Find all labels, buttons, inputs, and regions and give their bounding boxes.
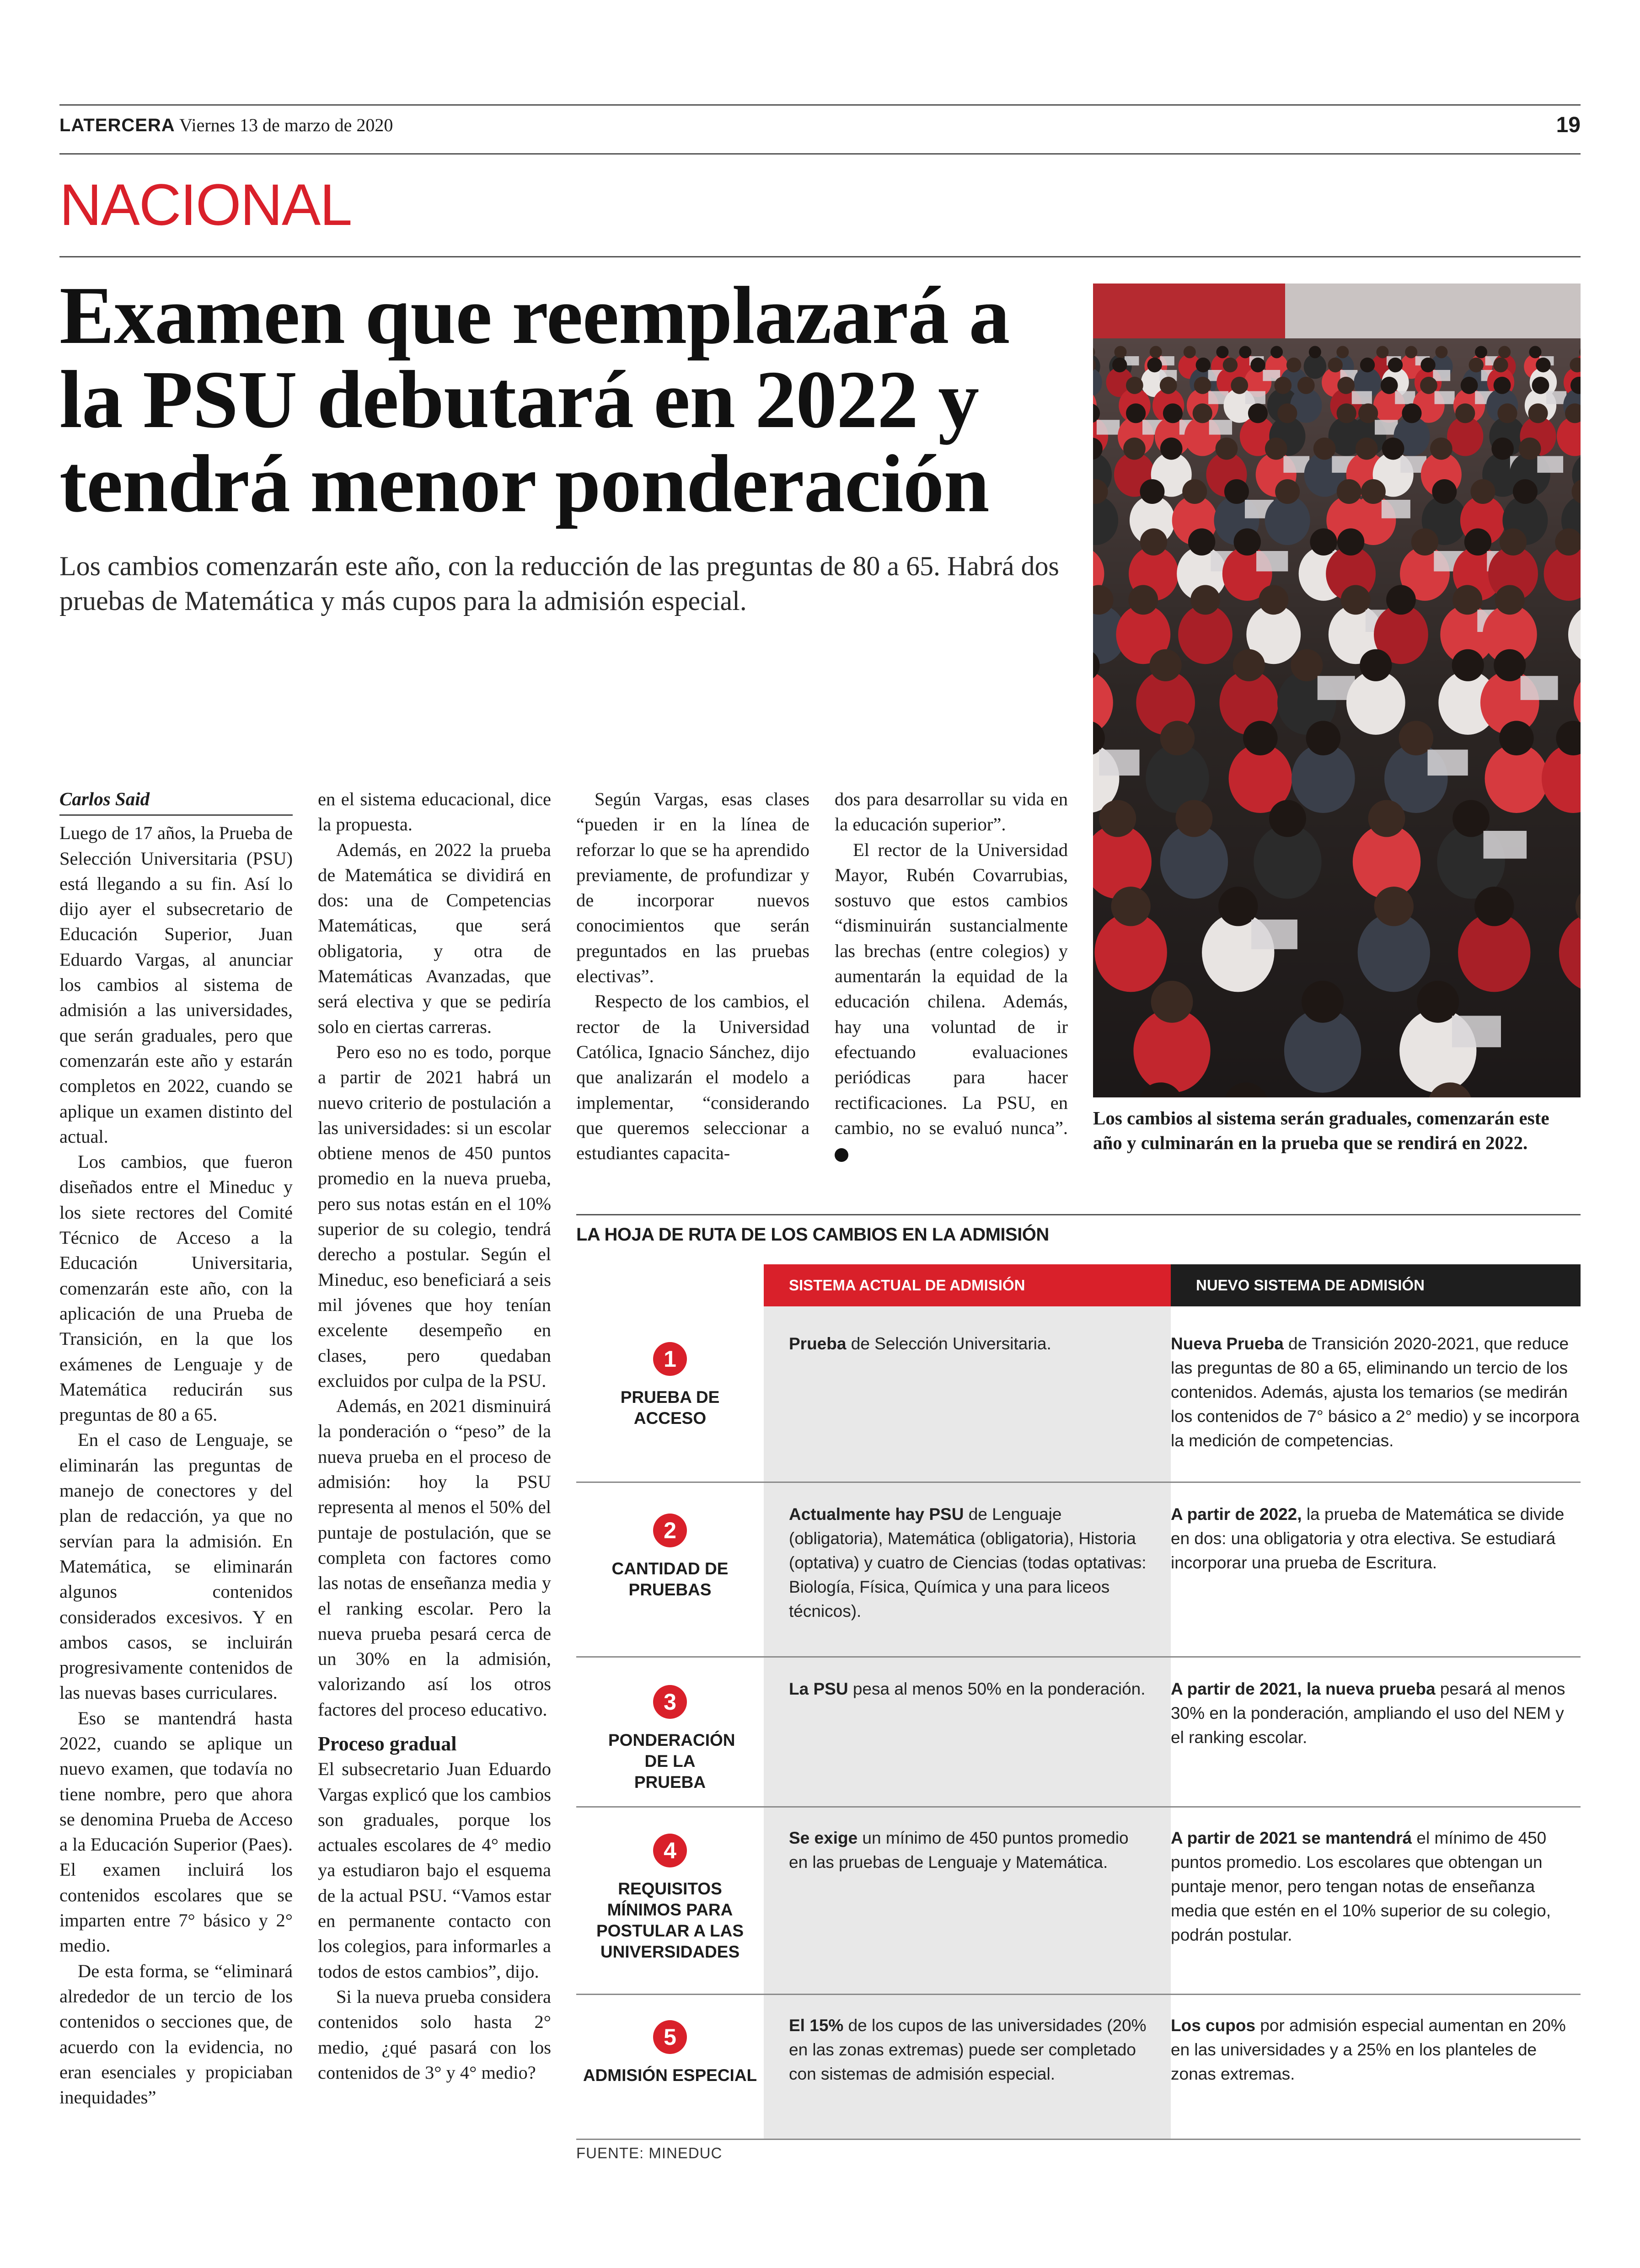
subheading: Proceso gradual	[318, 1732, 457, 1755]
headline: Examen que reemplazará a la PSU debutará en 2022 y tendrá menor ponderación	[59, 270, 1010, 529]
cell-emphasis: A partir de 2022,	[1171, 1505, 1302, 1524]
row-label	[576, 2020, 764, 2086]
row-number: 3	[653, 1685, 687, 1719]
column-header-nuevo: NUEVO SISTEMA DE ADMISIÓN	[1171, 1264, 1581, 1306]
paragraph-text: El rector de la Universidad Mayor, Rubén Covarrubias, sostuvo que estos cambios “disminuirán sustancialmente las brechas (entre colegios) y aumentarán la equidad de la educación chilena. Además, hay una voluntad de ir efectuando evaluaciones periódicas para hacer rectificaciones. La PSU, en cambio, no se evaluó nunca”.	[835, 839, 1068, 1138]
paragraph: Si la nueva prueba considera contenidos solo hasta 2° medio, ¿qué pasará con los contenidos de 3° y 4° medio?	[318, 1986, 551, 2083]
article-column-2	[318, 786, 551, 2085]
cell-nuevo	[1171, 1502, 1581, 1575]
paragraph: Además, en 2021 disminuirá la ponderación o “peso” de la nueva prueba en el proceso de admisión: hoy la PSU representa al menos el 50% del puntaje de postulación, que se completa con factores como las notas de enseñanza media y el ranking escolar. Pero la nueva prueba pesará cerca de un 30% en la admisión, valorizando así los otros factores del proceso educativo.	[318, 1396, 551, 1720]
row-label-text: ADMISIÓN ESPECIAL	[583, 2066, 757, 2085]
row-number: 5	[653, 2020, 687, 2054]
row-label-text: PONDERACIÓN DE LA PRUEBA	[608, 1731, 735, 1792]
cell-emphasis: La PSU	[789, 1680, 848, 1698]
paragraph: En el caso de Lenguaje, se eliminarán las preguntas de manejo de conectores y del plan de redacción, ya que no servían para la admisión. En Matemática, se eliminarán algunos contenidos considerados excesivos. Y en ambos casos, se incluirán progresivamente contenidos de las nuevas bases curriculares.	[59, 1429, 293, 1703]
cell-text: de Transición 2020-2021, que reduce las preguntas de 80 a 65, eliminando un tercio de los contenidos. Además, ajusta los temarios (se medirán los contenidos de 7° básico a 2° medio) y se incorpora la medición de competencias.	[1171, 1334, 1580, 1450]
paragraph: Respecto de los cambios, el rector de la Universidad Católica, Ignacio Sánchez, dijo que analizarán el modelo a implementar, “considerando que queremos seleccionar a estudiantes capacita-	[576, 991, 809, 1164]
article-column-1	[59, 786, 293, 2110]
paragraph: Los cambios, que fueron diseñados entre el Mineduc y los siete rectores del Comité Técnico de Acceso a la Educación Universitaria, comenzarán este año, con la aplicación de una Prueba de Transición, en la que los exámenes de Lenguaje y de Matemática reducirán sus preguntas de 80 a 65.	[59, 1151, 293, 1425]
cell-emphasis: Prueba	[789, 1334, 847, 1353]
paragraph: Eso se mantendrá hasta 2022, cuando se aplique un nuevo examen, que todavía no tiene nombre, pero que ahora se denomina Prueba de Acceso a la Educación Superior (Paes). El examen incluirá los contenidos escolares que se imparten entre 7° básico y 2° medio.	[59, 1707, 293, 1956]
paragraph: De esta forma, se “eliminará alrededor de un tercio de los contenidos o secciones que, de acuerdo con la evidencia, no eran esenciales y propiciaban inequidades”	[59, 1960, 293, 2108]
cell-emphasis: El 15%	[789, 2016, 844, 2035]
article-column-3	[576, 786, 809, 1166]
cell-nuevo	[1171, 1332, 1581, 1453]
cell-actual	[789, 1677, 1150, 1701]
cell-actual	[789, 1332, 1150, 1356]
deck: Los cambios comenzarán este año, con la reducción de las preguntas de 80 a 65. Habrá dos pruebas de Matemática y más cupos para la admisión especial.	[59, 551, 1059, 616]
masthead	[59, 114, 393, 136]
byline: Carlos Said	[59, 786, 293, 816]
cell-nuevo	[1171, 1826, 1581, 1947]
paragraph: Pero eso no es todo, porque a partir de 2021 habrá un nuevo criterio de postulación a las universidades: si un escolar obtiene menos de 450 puntos promedio en la nueva prueba, pero sus notas están en el 10% superior de su colegio, tendrá derecho a postular. Según el Mineduc, eso beneficiará a seis mil jóvenes que hoy tenían excelente desempeño en clases, pero quedaban excluidos por culpa de la PSU.	[318, 1041, 551, 1391]
cell-text: de los cupos de las universidades (20% en las zonas extremas) puede ser completado con sistemas de admisión especial.	[789, 2016, 1147, 2083]
brand-name: LATERCERA	[59, 115, 175, 135]
photo-caption: Los cambios al sistema serán graduales, comenzarán este año y culminarán en la prueba que se rendirá en 2022.	[1093, 1107, 1549, 1153]
cell-emphasis: Nueva Prueba	[1171, 1334, 1284, 1353]
row-label	[576, 1514, 764, 1600]
table-title: LA HOJA DE RUTA DE LOS CAMBIOS EN LA ADMISIÓN	[576, 1225, 1049, 1245]
cell-text: de Lenguaje (obligatoria), Matemática (obligatoria), Historia (optativa) y cuatro de Ciencias (todas optativas: Biología, Física, Química y una para liceos técnicos).	[789, 1505, 1147, 1621]
row-label	[576, 1834, 764, 1963]
cell-emphasis: Actualmente hay PSU	[789, 1505, 964, 1524]
row-label	[576, 1685, 764, 1793]
row-label	[576, 1342, 764, 1429]
column-header-actual: SISTEMA ACTUAL DE ADMISIÓN	[764, 1264, 1171, 1306]
row-number: 1	[653, 1342, 687, 1376]
cell-text: la prueba de Matemática se divide en dos: una obligatoria y otra electiva. Se estudiará incorporar una prueba de Escritura.	[1171, 1505, 1565, 1572]
paragraph: dos para desarrollar su vida en la educación superior”.	[835, 789, 1068, 835]
end-mark-icon	[835, 1148, 848, 1162]
paragraph	[835, 837, 1068, 1166]
cell-emphasis: Los cupos	[1171, 2016, 1256, 2035]
page-number: 19	[1556, 113, 1581, 137]
paragraph: Luego de 17 años, la Prueba de Selección Universitaria (PSU) está llegando a su fin. Así lo dijo ayer el subsecretario de Educación Superior, Juan Eduardo Vargas, al anunciar los cambios al sistema de admisión a las universidades, que serán graduales, pero que comenzarán este año y estarán completos en 2022, cuando se aplique un examen distinto del actual.	[59, 823, 293, 1147]
cell-emphasis: A partir de 2021, la nueva prueba	[1171, 1680, 1436, 1698]
row-label-text: PRUEBA DE ACCESO	[620, 1388, 720, 1428]
cell-text: pesa al menos 50% en la ponderación.	[848, 1680, 1146, 1698]
paragraph: El subsecretario Juan Eduardo Vargas explicó que los cambios son graduales, porque los actuales escolares de 4° medio ya estudiaron bajo el esquema de la actual PSU. “Vamos estar en permanente contacto con los colegios, para informarles a todos de estos cambios”, dijo.	[318, 1759, 551, 1982]
cell-emphasis: Se exige	[789, 1829, 858, 1847]
row-label-text: CANTIDAD DE PRUEBAS	[611, 1559, 729, 1599]
row-number: 2	[653, 1514, 687, 1547]
row-label-text: REQUISITOS MÍNIMOS PARA POSTULAR A LAS UNIVERSIDADES	[596, 1879, 744, 1961]
cell-text: pesará al menos 30% en la ponderación, ampliando el uso del NEM y el ranking escolar.	[1171, 1680, 1565, 1747]
cell-actual	[789, 1826, 1150, 1874]
article-column-4	[835, 786, 1068, 1166]
cell-nuevo	[1171, 2013, 1581, 2086]
paragraph: Según Vargas, esas clases “pueden ir en la línea de reforzar lo que se ha aprendido previamente, de profundizar y de incorporar nuevos conocimientos que serán preguntados en las pruebas electivas”.	[576, 789, 809, 987]
paragraph: en el sistema educacional, dice la propuesta.	[318, 789, 551, 835]
cell-text: por admisión especial aumentan en 20% en las universidades y a 25% en los planteles de zonas extremas.	[1171, 2016, 1566, 2083]
cell-text: un mínimo de 450 puntos promedio en las pruebas de Lenguaje y Matemática.	[789, 1829, 1129, 1872]
cell-text: de Selección Universitaria.	[846, 1334, 1051, 1353]
cell-actual	[789, 1502, 1150, 1623]
row-number: 4	[653, 1834, 687, 1867]
cell-actual	[789, 2013, 1150, 2086]
source-note: FUENTE: MINEDUC	[576, 2145, 723, 2161]
cell-text: el mínimo de 450 puntos promedio. Los escolares que obtengan un puntaje menor, pero tengan notas de enseñanza media que estén en el 10% superior de su colegio, podrán postular.	[1171, 1829, 1551, 1944]
news-photo	[1093, 284, 1581, 1097]
paragraph: Además, en 2022 la prueba de Matemática se dividirá en dos: una de Competencias Matemáticas, que será obligatoria, y otra de Matemáticas Avanzadas, que será electiva y que se pediría solo en ciertas carreras.	[318, 839, 551, 1037]
section-title: NACIONAL	[59, 172, 352, 238]
issue-date: Viernes 13 de marzo de 2020	[179, 115, 393, 135]
cell-nuevo	[1171, 1677, 1581, 1749]
cell-emphasis: A partir de 2021 se mantendrá	[1171, 1829, 1412, 1847]
